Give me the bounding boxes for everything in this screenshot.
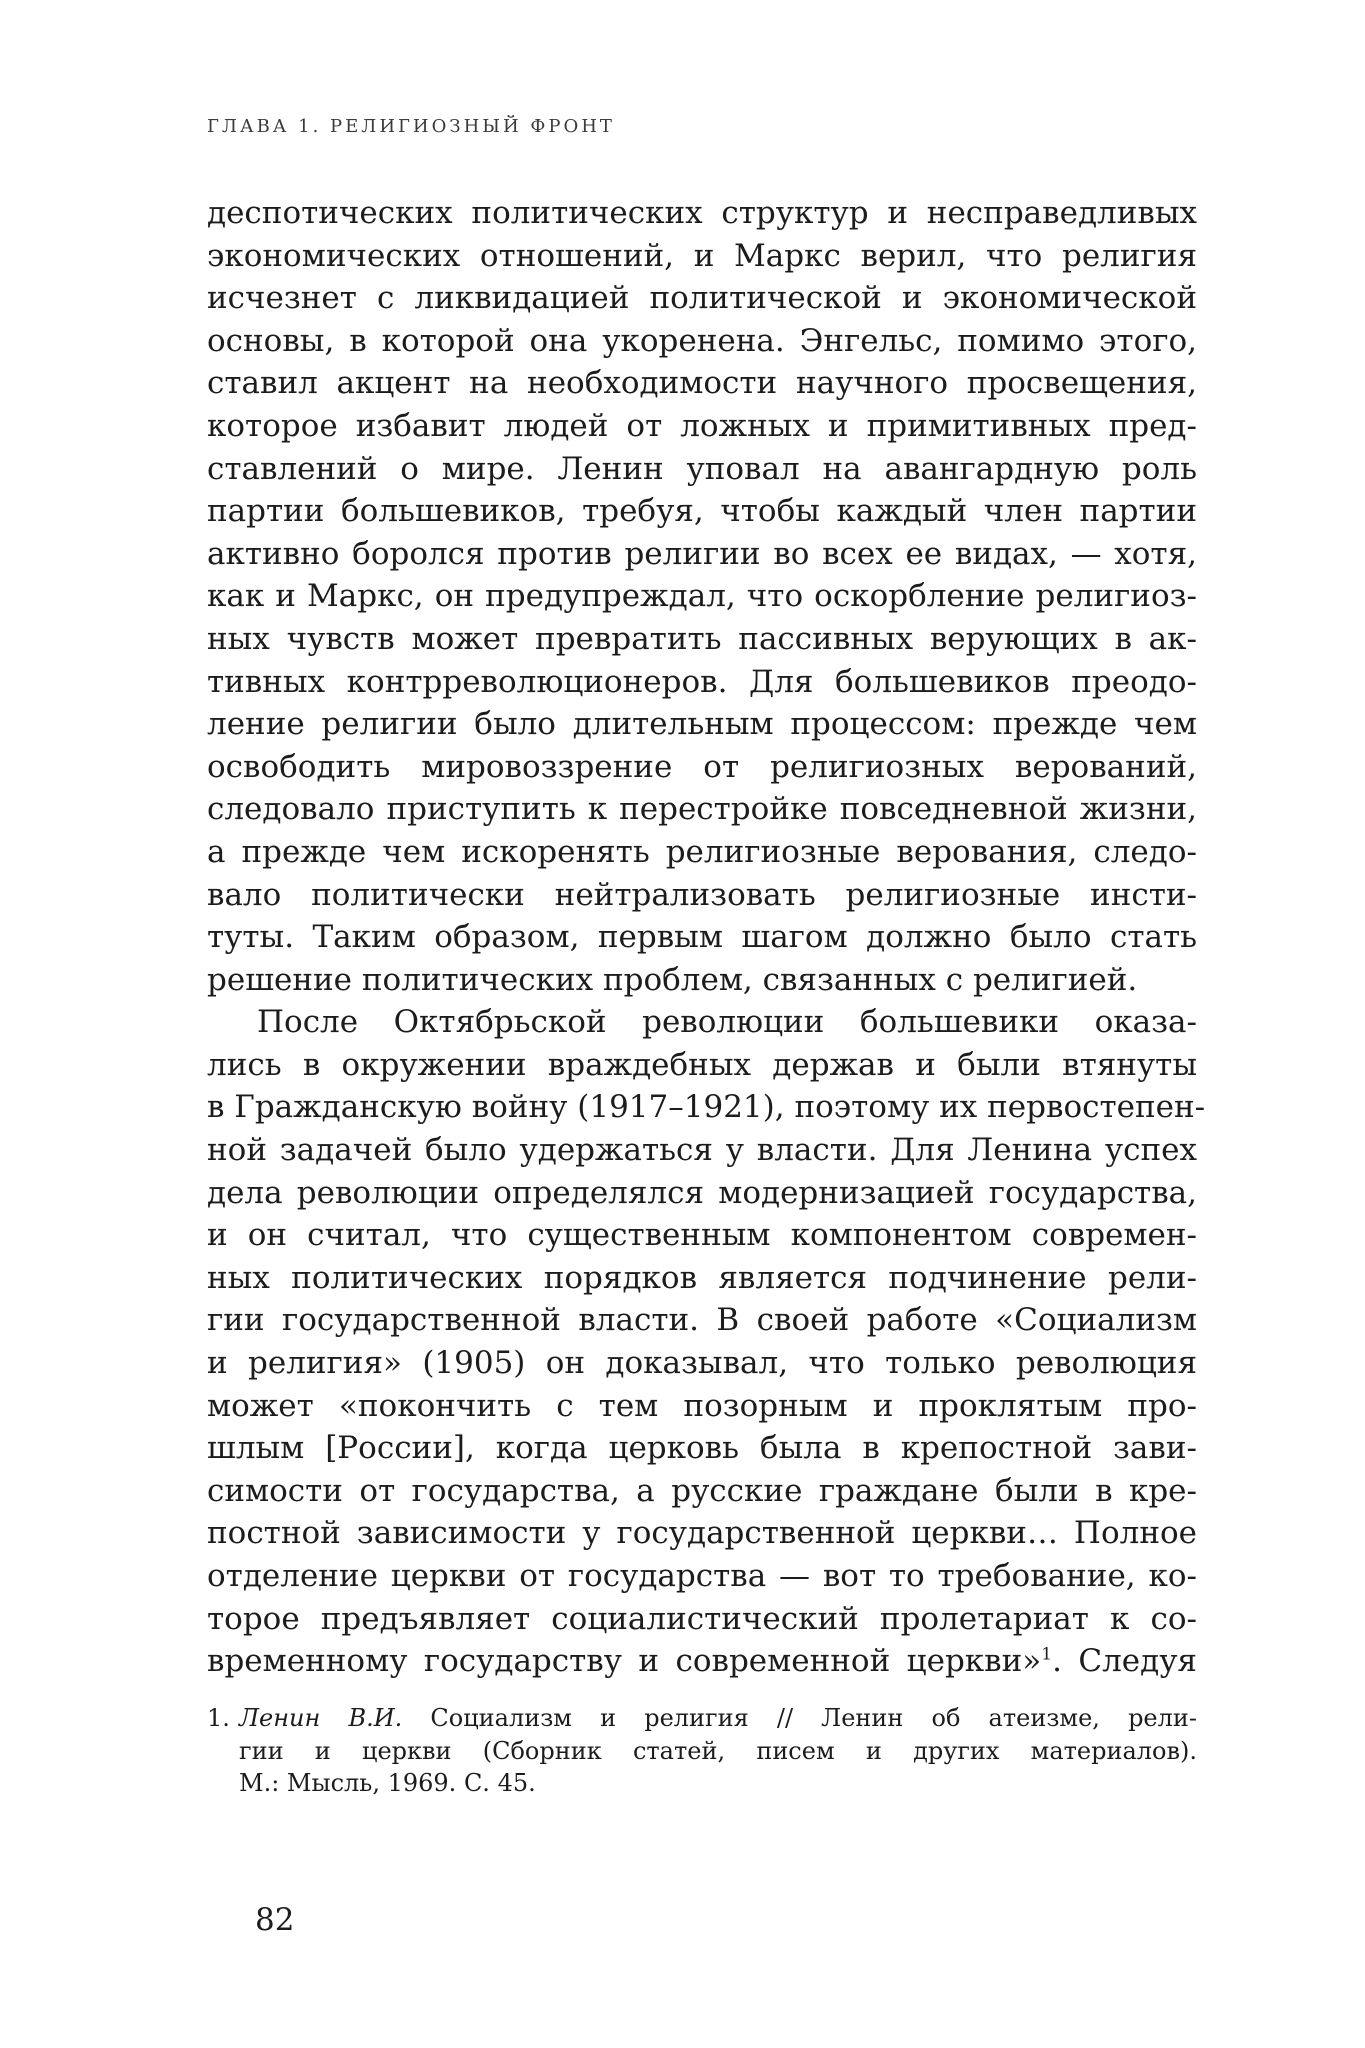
text-line: следовало приступить к перестройке повседневной жизни, [207,791,1197,828]
text-line: деспотических политических структур и несправедливых [207,195,1197,231]
text-line: постной зависимости у государственной церкви… Полное [207,1515,1197,1552]
text-line: ных политических порядков является подчинение рели- [207,1259,1197,1296]
footnote-line [207,1702,1197,1735]
text-segment: временному государству и современной церкви» [207,1643,1042,1680]
text-line: которое избавит людей от ложных и примитивных пред- [207,407,1197,444]
text-line: и религия» (1905) он доказывал, что только революция [207,1345,1197,1382]
text-line: ной задачей было удержаться у власти. Для Ленина успех [207,1132,1197,1169]
text-line: симости от государства, а русские граждане были в кре- [207,1472,1197,1509]
text-line: ление религии было длительным процессом: прежде чем [207,706,1197,743]
paragraph-end-line: решение политических проблем, связанных с религией. [207,961,1138,998]
running-head: ГЛАВА 1. РЕЛИГИОЗНЫЙ ФРОНТ [207,116,615,137]
page-number: 82 [255,1902,295,1938]
text-line: туты. Таким образом, первым шагом должно было стать [207,919,1197,956]
text-line: ных чувств может превратить пассивных верующих в ак- [207,620,1197,657]
text-line: может «покончить с тем позорным и проклятым про- [207,1387,1197,1424]
text-line: вало политически нейтрализовать религиозные инсти- [207,876,1197,913]
text-line: гии государственной власти. В своей работе «Социализм [207,1302,1197,1339]
text-line: дела революции определялся модернизацией государства, [207,1174,1197,1211]
footnote-text: Социализм и религия // Ленин об атеизме, рели- [402,1704,1197,1732]
text-line: тивных контрреволюционеров. Для большевиков преодо- [207,663,1197,700]
text-line: активно боролся против религии во всех ее видах, — хотя, [207,535,1197,572]
paragraph-start-line: После Октябрьской революции большевики оказа- [257,1004,1197,1041]
text-line: исчезнет с ликвидацией политической и экономической [207,280,1197,317]
footnote-line: М.: Мысль, 1969. С. 45. [239,1769,536,1797]
text-line: торое предъявляет социалистический пролетариат к со- [207,1600,1197,1637]
text-line: ставил акцент на необходимости научного просвещения, [207,365,1197,402]
text-line: экономических отношений, и Маркс верил, что религия [207,237,1197,274]
body-text [207,192,1206,1683]
text-line: как и Маркс, он предупреждал, что оскорбление религиоз- [207,578,1197,615]
footnote-number: 1. [207,1704,230,1732]
text-line: в Гражданскую войну (1917–1921), поэтому их первостепен- [207,1089,1206,1126]
text-line: партии большевиков, требуя, чтобы каждый член партии [207,493,1197,530]
text-segment: . Следуя [1052,1643,1197,1680]
text-line: ставлений о мире. Ленин уповал на авангардную роль [207,450,1197,487]
text-line: лись в окружении враждебных держав и были втянуты [207,1046,1197,1083]
text-line: основы, в которой она укоренена. Энгельс, помимо этого, [207,322,1197,359]
text-line-with-footnote [207,1640,1197,1683]
footnote-author: Ленин В.И. [239,1704,403,1732]
text-line: и он считал, что существенным компонентом современ- [207,1217,1197,1254]
footnote-line: гии и церкви (Сборник статей, писем и других материалов). [239,1736,1197,1765]
text-line: а прежде чем искоренять религиозные верования, следо- [207,833,1197,870]
text-line: шлым [России], когда церковь была в крепостной зави- [207,1430,1197,1467]
text-line: освободить мировоззрение от религиозных верований, [207,748,1197,785]
footnotes [207,1702,1197,1800]
text-line: отделение церкви от государства — вот то требование, ко- [207,1558,1197,1594]
footnote-reference[interactable]: 1 [1041,1644,1053,1665]
